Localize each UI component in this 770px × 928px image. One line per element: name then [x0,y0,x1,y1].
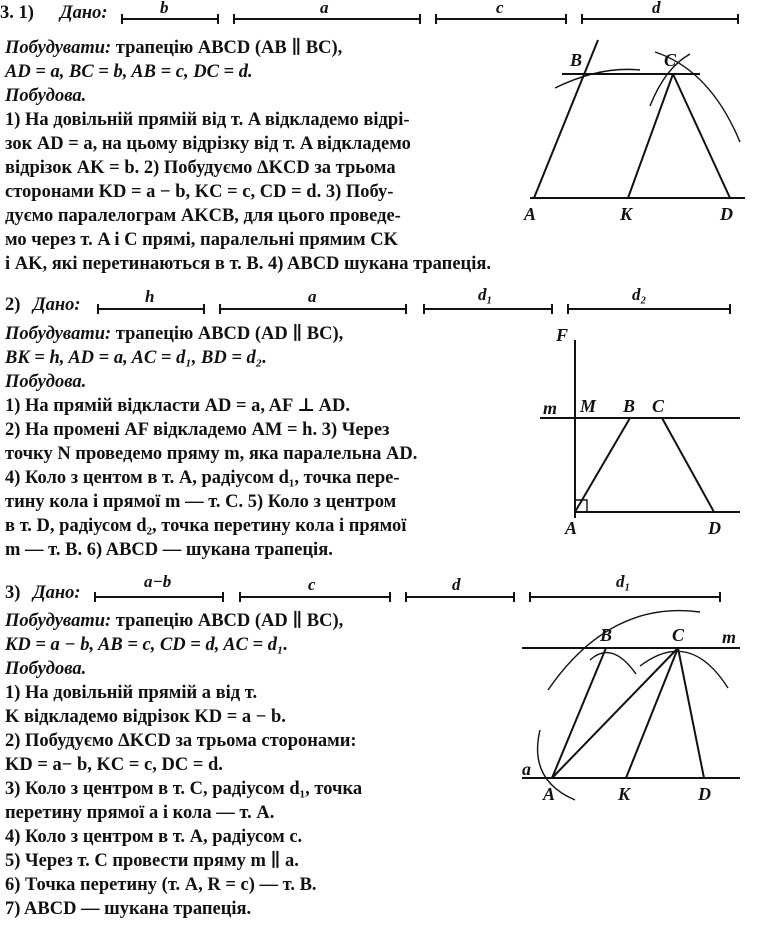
point-label-A: A [524,204,537,224]
problem-1-line: зок AD = a, на цьому відрізку від т. A відкладемо [5,134,411,154]
given-segment-label: a−b [144,572,172,591]
build-text: трапецію ABCD (AD ∥ BC), [115,611,344,631]
problem-3-line: 1) На довільній прямій a від т. [5,683,258,703]
problem-3-conditions: KD = a − b, AB = c, CD = d, AC = d₁. [5,635,289,655]
line-label-a: a [522,759,531,779]
point-label-C: C [652,396,665,416]
given-segment-label: d [652,0,661,17]
problem-2-line: тину кола і прямої m — т. C. 5) Коло з центром [5,492,397,512]
problem-3-line: перетину прямої a і кола — т. A. [5,803,275,823]
given-segment-label: c [308,575,316,594]
problem-3-line: 7) ABCD — шукана трапеція. [5,899,252,919]
problem-1-conditions: AD = a, BC = b, AB = c, DC = d. [5,62,253,82]
point-label-B: B [570,50,583,70]
problem-3-number: 3) [5,583,21,603]
problem-2-line: 2) На промені AF відкладемо AM = h. 3) Через [5,420,390,440]
problem-1-line: 1) На довільній прямій від т. A відкладемо відрі- [5,110,410,130]
build-label: Побудувати: [5,611,112,631]
point-label-D: D [720,204,733,224]
problem-3-line: 4) Коло з центром в т. A, радіусом c. [5,827,303,847]
problem-2-construction-label: Побудова. [5,372,87,392]
point-label-A: A [543,784,556,804]
problem-1-line: дуємо паралелограм AKCB, для цього проведе- [5,206,401,226]
build-label: Побудувати: [5,324,112,344]
given-segment-label: d₁ [478,285,493,304]
problem-3-line: 2) Побудуємо ΔKCD за трьома сторонами: [5,731,357,751]
given-segment-label: h [145,287,155,306]
problem-1-line: мо через т. A і C прямі, паралельні прямим CK [5,230,399,250]
point-label-A: A [565,518,578,538]
problem-3-line: 5) Через т. C провести пряму m ∥ a. [5,851,299,871]
problem-2-line: в т. D, радіусом d₂, точка перетину кола і прямої [5,516,407,536]
given-segment-label: a [308,287,317,306]
problem-2-number: 2) [5,295,21,315]
problem-3-line: K відкладемо відрізок KD = a − b. [5,707,286,727]
problem-1-given-label: Дано: [60,3,108,23]
point-label-F: F [556,325,569,345]
problem-2-given-label: Дано: [33,295,81,315]
line-AC [552,648,678,778]
line-label-m: m [543,398,558,418]
problem-3-given-label: Дано: [33,583,81,603]
line-CD [678,648,704,778]
point-label-M: M [580,396,597,416]
problem-3-construction-label: Побудова. [5,659,87,679]
problem-1-line: і AK, які перетинаються в т. B. 4) ABCD шукана трапеція. [5,254,491,274]
problem-1-number: 3. 1) [0,3,34,23]
problem-2-line: m — т. B. 6) ABCD — шукана трапеція. [5,540,333,560]
point-label-K: K [618,784,631,804]
build-text: трапецію ABCD (AD ∥ BC), [115,324,344,344]
point-label-C: C [672,625,685,645]
problem-1-line: сторонами KD = a − b, KC = c, CD = d. 3) Побу- [5,182,394,202]
given-segment-label: b [160,0,169,17]
line-label-m: m [722,627,737,647]
problem-3-line: 6) Точка перетину (т. A, R = c) — т. B. [5,875,317,895]
problem-1-line: відрізок AK = b. 2) Побудуємо ΔKCD за трьома [5,158,396,178]
given-segment-label: d₁ [616,572,631,591]
problem-2-line: точку N проведемо пряму m, яка паралельна AD. [5,444,418,464]
problem-3-line: KD = a− b, KC = c, DC = d. [5,755,223,775]
point-label-C: C [664,50,677,70]
point-label-D: D [708,518,721,538]
line-KC [626,648,678,778]
given-segment-label: d₂ [632,285,647,304]
point-label-B: B [600,625,613,645]
problem-2-line: 4) Коло з центом в т. A, радіусом d₁, точка пере- [5,468,400,488]
given-segment-label: a [320,0,329,17]
point-label-B: B [623,396,636,416]
build-text: трапецію ABCD (AB ∥ BC), [115,38,343,58]
point-label-D: D [698,784,711,804]
problem-2-line: 1) На прямій відкласти AD = a, AF ⊥ AD. [5,396,350,416]
problem-1-construction-label: Побудова. [5,86,87,106]
line-AB [552,648,606,778]
given-segment-label: c [496,0,504,17]
problem-2-conditions: BK = h, AD = a, AC = d₁, BD = d₂. [5,348,267,368]
point-label-K: K [620,204,633,224]
given-segment-label: d [452,575,461,594]
build-label: Побудувати: [5,38,112,58]
problem-3-line: 3) Коло з центром в т. C, радіусом d₁, точка [5,779,363,799]
